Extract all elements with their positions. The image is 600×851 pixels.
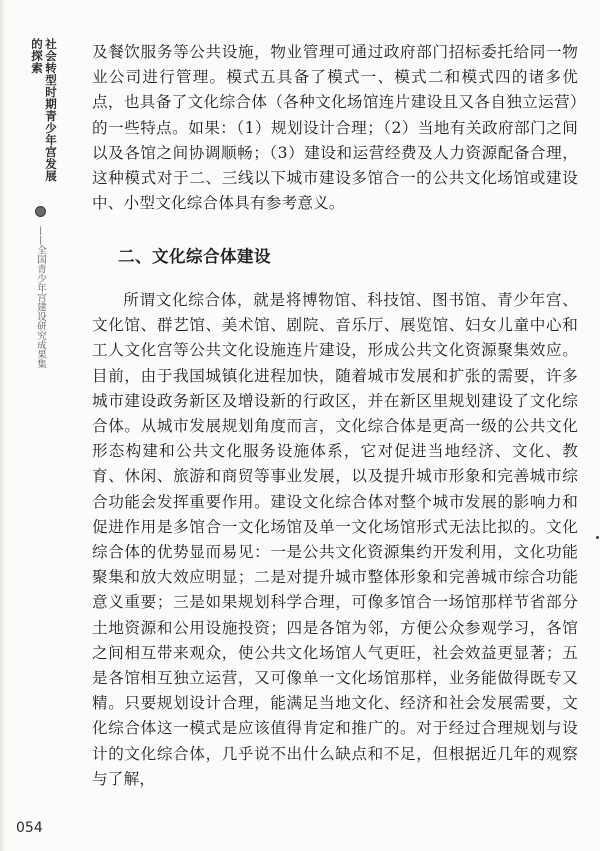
main-text xyxy=(92,40,578,216)
scan-speck xyxy=(596,536,599,539)
ornament-dot-icon xyxy=(35,206,46,217)
section-heading: 二、文化综合体建设 xyxy=(118,247,271,266)
continued-paragraph: 及餐饮服务等公共设施，物业管理可通过政府部门招标委托给同一物业公司进行管理。模式五具备了模式一、模式二和模式四的诸多优点，也具备了文化综合体（各种文化场馆连片建设且又各自独立运营）的一些特点。如果：（1）规划设计合理；（2）当地有关政府部门之间以及各馆之间协调顺畅；（3）建设和运营经费及人力资源配备合理，这种模式对于二、三线以下城市建设多馆合一的公共文化场馆或建设中、小型文化综合体具有参考意义。 xyxy=(92,43,578,213)
running-header xyxy=(26,38,82,418)
book-title: 社会转型时期青少年宫发展的探索 xyxy=(30,38,58,182)
book-subtitle: ——全国青少年宫建设研究成果集 xyxy=(35,226,46,369)
section-paragraph: 所谓文化综合体，就是将博物馆、科技馆、图书馆、青少年宫、文化馆、群艺馆、美术馆、剧院、音乐厅、展览馆、妇女儿童中心和工人文化宫等公共文化设施连片建设，形成公共文化资源聚集效应。目前，由于我国城镇化进程加快，随着城市发展和扩张的需要，许多城市建设政务新区及增设新的行政区，并在新区里规划建设了文化综合体。从城市发展规划角度而言，文化综合体是更高一级的公共文化形态构建和公共文化服务设施体系，它对促进当地经济、文化、教育、休闲、旅游和商贸等事业发展，以及提升城市形象和完善城市综合功能会发挥重要作用。建设文化综合体对整个城市发展的影响力和促进作用是多馆合一文化场馆及单一文化场馆形式无法比拟的。文化综合体的优势显而易见：一是公共文化资源集约开发利用，文化功能聚集和放大效应明显；二是对提升城市整体形象和完善城市综合功能意义重要；三是如果规划科学合理，可像多馆合一场馆那样节省部分土地资源和公用设施投资；四是各馆为邻，方便公众参观学习，各馆之间相互带来观众，使公共文化场馆人气更旺，社会效益更显著；五是各馆相互独立运营，又可像单一文化场馆那样，业务能做得既专又精。只要规划设计合理，能满足当地文化、经济和社会发展需要，文化综合体这一模式是应该值得肯定和推广的。对于经过合理规划与设计的文化综合体，几乎说不出什么缺点和不足，但根据近几年的观察与了解， xyxy=(92,291,578,788)
page-edge-shadow xyxy=(0,0,6,851)
page-number: 054 xyxy=(16,820,43,836)
